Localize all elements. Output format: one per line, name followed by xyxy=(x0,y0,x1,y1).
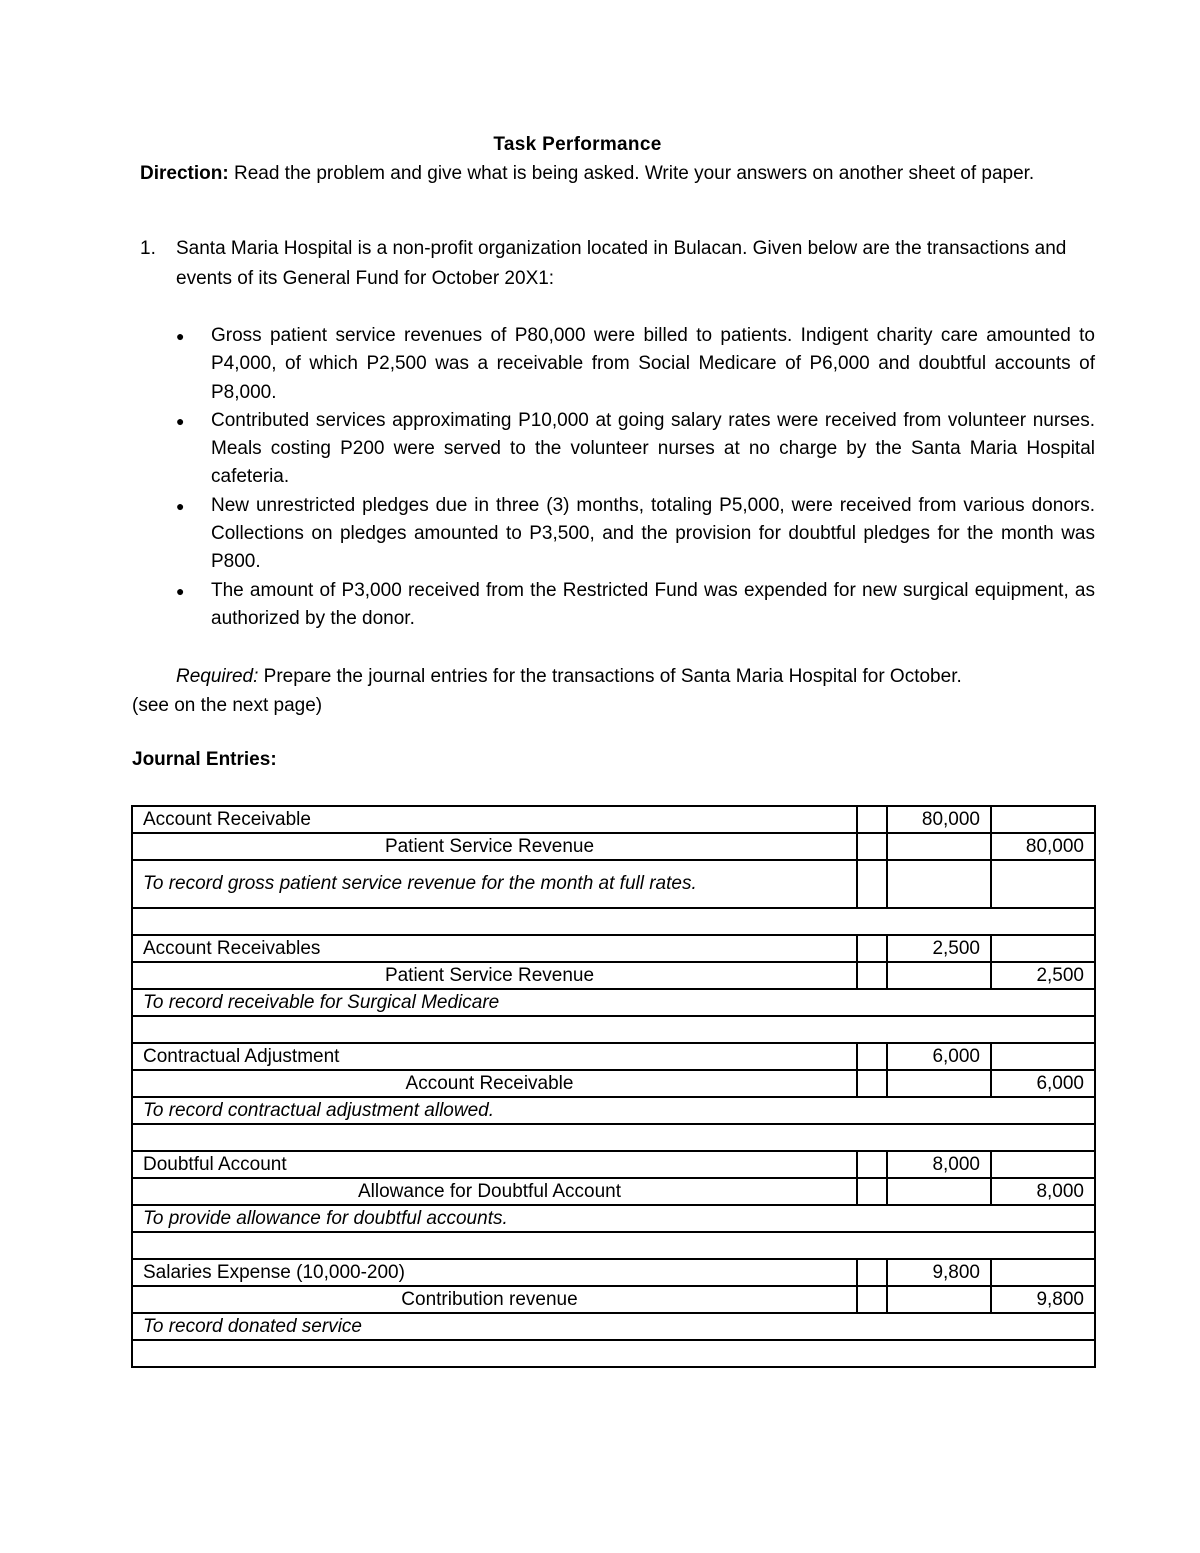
entry-explanation: To record donated service xyxy=(132,1313,1095,1340)
list-item xyxy=(170,577,1095,634)
debit-account: Account Receivable xyxy=(132,806,857,833)
list-item-text: Contributed services approximating P10,000 at going salary rates were received from volunteer nurses. Meals costing P200 were served to the volunteer nurses at no charge by the Santa Maria Hospital cafeteria. xyxy=(211,409,1095,488)
bullet-icon: ● xyxy=(176,497,185,514)
transaction-list xyxy=(170,322,1095,633)
ref-cell xyxy=(857,1286,887,1313)
table-row xyxy=(132,908,1095,935)
entry-explanation: To record contractual adjustment allowed. xyxy=(132,1097,1095,1124)
debit-account: Account Receivables xyxy=(132,935,857,962)
ref-cell xyxy=(857,1259,887,1286)
ref-cell xyxy=(857,962,887,989)
ref-cell xyxy=(857,935,887,962)
credit-amount: 2,500 xyxy=(991,962,1095,989)
bullet-icon: ● xyxy=(176,328,185,344)
credit-account: Allowance for Doubtful Account xyxy=(358,1180,621,1202)
blank-cell xyxy=(132,1124,1095,1151)
debit-amount: 9,800 xyxy=(887,1259,991,1286)
credit-account-cell xyxy=(132,833,857,860)
credit-account-cell xyxy=(132,1286,857,1313)
list-item-text: New unrestricted pledges due in three (3) months, totaling P5,000, were received from various donors. Collections on pledges amounted to P3,500, and the provision for doubtful pledges for the month was P800. xyxy=(211,494,1095,573)
ref-cell xyxy=(857,833,887,860)
problem-number: 1. xyxy=(140,238,156,259)
debit-amount-empty xyxy=(887,1070,991,1097)
ref-cell xyxy=(857,1178,887,1205)
table-row xyxy=(132,962,1095,989)
credit-amount: 6,000 xyxy=(991,1070,1095,1097)
credit-account: Account Receivable xyxy=(405,1072,574,1094)
debit-amount-empty xyxy=(887,860,991,908)
table-row xyxy=(132,1340,1095,1367)
table-row xyxy=(132,1151,1095,1178)
journal-entries-heading: Journal Entries: xyxy=(132,749,277,770)
debit-amount-empty xyxy=(887,962,991,989)
debit-account: Salaries Expense (10,000-200) xyxy=(132,1259,857,1286)
credit-account-cell xyxy=(132,962,857,989)
table-row xyxy=(132,833,1095,860)
debit-account: Doubtful Account xyxy=(132,1151,857,1178)
blank-cell xyxy=(132,1340,1095,1367)
table-row xyxy=(132,989,1095,1016)
ref-cell xyxy=(857,1043,887,1070)
required-label: Required: xyxy=(176,666,259,687)
credit-amount-empty xyxy=(991,1259,1095,1286)
direction-label: Direction: xyxy=(140,163,229,184)
credit-amount: 9,800 xyxy=(991,1286,1095,1313)
debit-amount-empty xyxy=(887,1178,991,1205)
required-text: Prepare the journal entries for the transactions of Santa Maria Hospital for October. xyxy=(258,666,962,687)
credit-amount-empty xyxy=(991,806,1095,833)
debit-amount-empty xyxy=(887,833,991,860)
bullet-icon: ● xyxy=(176,412,185,429)
direction-paragraph xyxy=(140,160,1096,189)
debit-amount: 80,000 xyxy=(887,806,991,833)
credit-amount-empty xyxy=(991,1043,1095,1070)
debit-amount-empty xyxy=(887,1286,991,1313)
credit-account: Patient Service Revenue xyxy=(384,964,595,986)
table-row xyxy=(132,860,1095,908)
table-row xyxy=(132,1313,1095,1340)
list-item xyxy=(170,407,1095,492)
table-row xyxy=(132,1070,1095,1097)
table-row xyxy=(132,1016,1095,1043)
journal-table xyxy=(131,805,1096,1368)
debit-account: Contractual Adjustment xyxy=(132,1043,857,1070)
credit-amount: 8,000 xyxy=(991,1178,1095,1205)
page-title: Task Performance xyxy=(493,134,662,155)
entry-explanation: To provide allowance for doubtful accounts. xyxy=(132,1205,1095,1232)
list-item xyxy=(170,492,1095,577)
table-row xyxy=(132,1043,1095,1070)
credit-account: Contribution revenue xyxy=(401,1288,578,1310)
credit-amount-empty xyxy=(991,1151,1095,1178)
credit-amount: 80,000 xyxy=(991,833,1095,860)
table-row xyxy=(132,1205,1095,1232)
ref-cell xyxy=(857,1070,887,1097)
list-item-text: The amount of P3,000 received from the Restricted Fund was expended for new surgical equipment, as authorized by the donor. xyxy=(211,579,1095,629)
credit-account-cell xyxy=(132,1178,857,1205)
table-row xyxy=(132,806,1095,833)
debit-amount: 8,000 xyxy=(887,1151,991,1178)
credit-amount-empty xyxy=(991,935,1095,962)
bullet-icon: ● xyxy=(176,582,185,599)
entry-explanation: To record receivable for Surgical Medicare xyxy=(132,989,1095,1016)
problem-text: Santa Maria Hospital is a non-profit organization located in Bulacan. Given below are the transactions and events of its General Fund for October 20X1: xyxy=(176,238,1067,289)
table-row xyxy=(132,1178,1095,1205)
ref-cell xyxy=(857,1151,887,1178)
list-item-text: Gross patient service revenues of P80,000 were billed to patients. Indigent charity care amounted to P4,000, of which P2,500 was a receivable from Social Medicare of P6,000 and doubtful accounts of P8,000. xyxy=(211,325,1095,403)
ref-cell xyxy=(857,806,887,833)
ref-cell xyxy=(857,860,887,908)
required-paragraph xyxy=(132,662,1112,720)
credit-account: Patient Service Revenue xyxy=(384,835,595,857)
blank-cell xyxy=(132,908,1095,935)
list-item xyxy=(170,322,1095,407)
table-row xyxy=(132,1124,1095,1151)
debit-amount: 2,500 xyxy=(887,935,991,962)
credit-amount-empty xyxy=(991,860,1095,908)
table-row xyxy=(132,1097,1095,1124)
table-row xyxy=(132,1286,1095,1313)
table-row xyxy=(132,1232,1095,1259)
blank-cell xyxy=(132,1016,1095,1043)
debit-amount: 6,000 xyxy=(887,1043,991,1070)
entry-explanation: To record gross patient service revenue for the month at full rates. xyxy=(132,860,857,908)
table-row xyxy=(132,1259,1095,1286)
blank-cell xyxy=(132,1232,1095,1259)
table-row xyxy=(132,935,1095,962)
credit-account-cell xyxy=(132,1070,857,1097)
direction-text: Read the problem and give what is being asked. Write your answers on another sheet of paper. xyxy=(228,163,1035,184)
next-page-note: (see on the next page) xyxy=(132,695,323,716)
